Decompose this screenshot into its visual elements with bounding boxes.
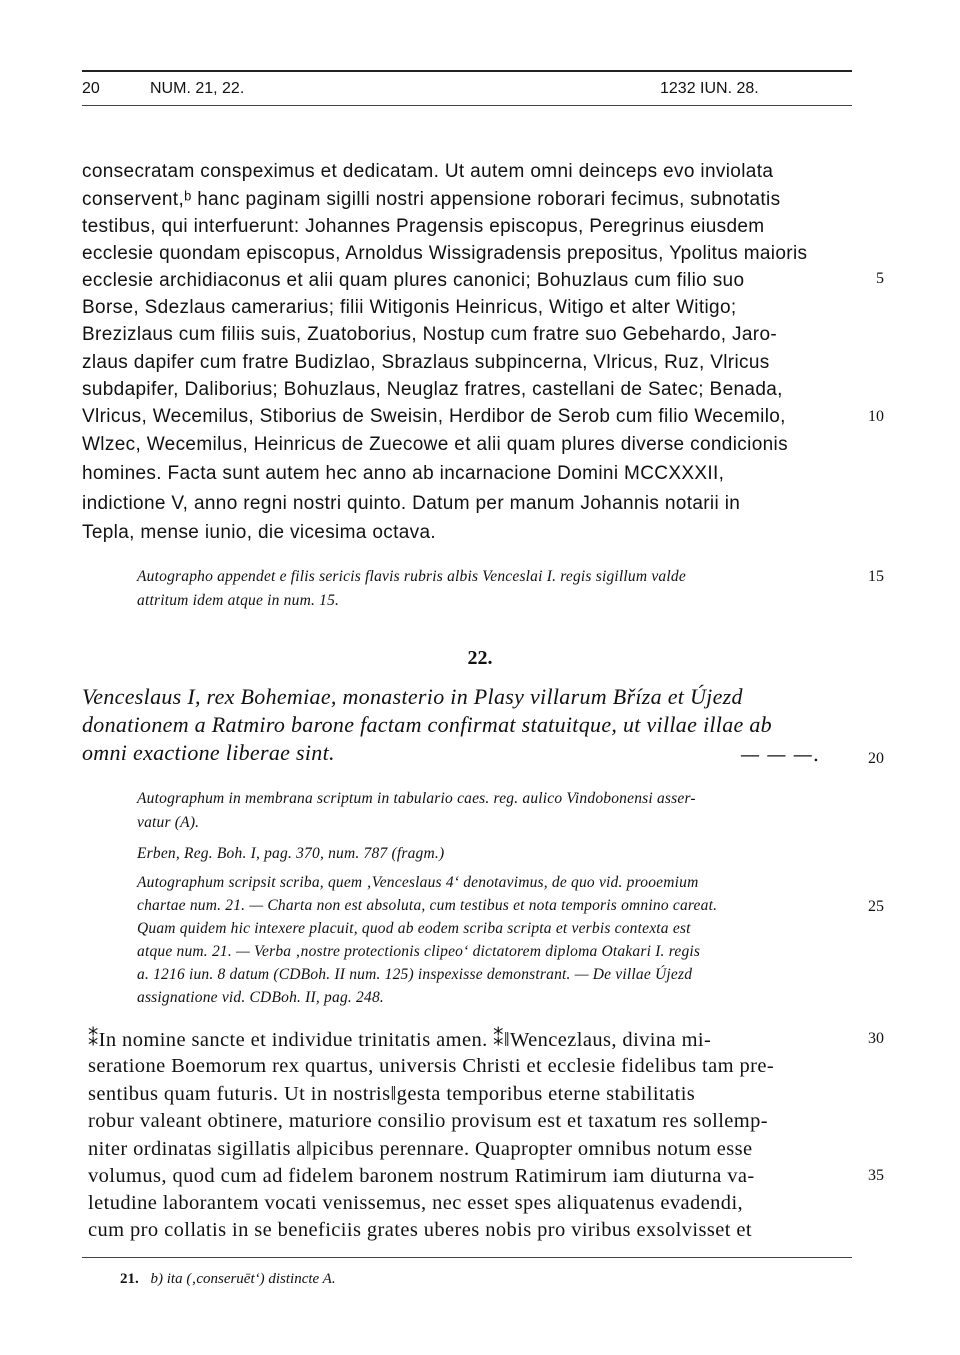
doc21-note-line: Autographo appendet e filis sericis flavis rubris albis Venceslai I. regis sigillum valde (137, 568, 686, 585)
doc22-regest-line: omni exactione liberae sint. (82, 740, 335, 765)
doc21-line: Tepla, mense iunio, die vicesima octava. (82, 522, 437, 543)
page-number: 20 (82, 80, 100, 97)
running-head-section: NUM. 21, 22. (150, 80, 245, 97)
header-top-rule (82, 70, 852, 72)
doc21-line: testibus, qui interfuerunt: Johannes Pragensis episcopus, Peregrinus eiusdem (82, 216, 765, 237)
doc22-regest-line: Venceslaus I, rex Bohemiae, monasterio in Plasy villarum Bříza et Újezd (82, 684, 743, 709)
margin-line-number: 5 (876, 270, 884, 287)
doc22-apparatus-line: Autographum in membrana scriptum in tabulario caes. reg. aulico Vindobonensi asser- (137, 790, 696, 807)
doc21-line: subdapifer, Daliborius; Bohuzlaus, Neuglaz fratres, castellani de Satec; Benada, (82, 379, 783, 400)
doc22-number: 22. (467, 647, 493, 669)
footnote (120, 1271, 336, 1288)
margin-line-number: 25 (868, 898, 884, 915)
doc22-apparatus-line: atque num. 21. — Verba ‚nostre protectionis clipeo‘ dictatorem diploma Otakari I. regis (137, 943, 701, 960)
footnote-text: b) ita (‚conseruēt‘) distincte A. (150, 1271, 336, 1287)
running-head-date: 1232 IUN. 28. (660, 80, 759, 97)
margin-line-number: 15 (868, 568, 884, 585)
doc21-line: indictione V, anno regni nostri quinto. Datum per manum Johannis notarii in (82, 493, 741, 514)
doc22-apparatus-line: a. 1216 iun. 8 datum (CDBoh. II num. 125) inspexisse demonstrant. — De villae Újezd (137, 966, 693, 983)
margin-line-number: 10 (868, 408, 884, 425)
doc22-apparatus-line: Erben, Reg. Boh. I, pag. 370, num. 787 (fragm.) (137, 845, 445, 862)
doc22-apparatus-line: assignatione vid. CDBoh. II, pag. 248. (137, 989, 384, 1006)
doc21-line: Wlzec, Wecemilus, Heinricus de Zuecowe et alii quam plures diverse condicionis (82, 434, 788, 455)
header-bottom-rule (82, 105, 852, 106)
doc22-line: ⁑In nomine sancte et individue trinitatis amen. ⁑‖Wencezlaus, divina mi- (88, 1029, 712, 1051)
doc21-line: ecclesie archidiaconus et alii quam plures canonici; Bohuzlaus cum filio suo (82, 270, 745, 291)
footnote-rule (82, 1257, 852, 1258)
doc22-apparatus-line: vatur (A). (137, 814, 200, 831)
doc21-line: consecratam conspeximus et dedicatam. Ut autem omni deinceps evo inviolata (82, 161, 774, 182)
doc21-line: Brezizlaus cum filiis suis, Zuatoborius, Nostup cum fratre suo Gebehardo, Jaro- (82, 324, 778, 345)
doc21-line: zlaus dapifer cum fratre Budizlao, Sbrazlaus subpincerna, Vlricus, Ruz, Vlricus (82, 352, 770, 373)
doc21-line: Borse, Sdezlaus camerarius; filii Witigonis Heinricus, Witigo et alter Witigo; (82, 297, 737, 318)
doc21-line: ecclesie quondam episcopus, Arnoldus Wissigradensis prepositus, Ypolitus maioris (82, 243, 808, 264)
doc22-regest-dashes: — — —. (740, 742, 820, 766)
doc22-apparatus-line: Quam quidem hic intexere placuit, quod ab eodem scriba scripta et verbis contexta est (137, 920, 691, 937)
doc22-line: sentibus quam futuris. Ut in nostris‖gesta temporibus eterne stabilitatis (88, 1083, 696, 1105)
doc22-line: letudine laborantem vocati venissemus, nec esset spes aliquatenus evadendi, (88, 1192, 744, 1214)
margin-line-number: 30 (868, 1030, 884, 1047)
doc22-apparatus-line: chartae num. 21. — Charta non est absoluta, cum testibus et nota temporis omnino careat. (137, 897, 718, 914)
doc22-line: niter ordinatas sigillatis a‖picibus perennare. Quapropter omnibus notum esse (88, 1138, 753, 1160)
doc22-line: robur valeant obtinere, maturiore consilio provisum est et taxatum res sollemp- (88, 1110, 769, 1132)
doc22-line: seratione Boemorum rex quartus, universis Christi et ecclesie fidelibus tam pre- (88, 1055, 775, 1077)
doc21-note-line: attritum idem atque in num. 15. (137, 592, 340, 609)
doc21-line: homines. Facta sunt autem hec anno ab incarnacione Domini MCCXXXII, (82, 463, 725, 484)
doc22-apparatus-line: Autographum scripsit scriba, quem ‚Venceslaus 4‘ denotavimus, de quo vid. prooemium (137, 874, 699, 891)
doc22-line: cum pro collatis in se beneficiis grates uberes nobis pro viribus exsolvisset et (88, 1219, 752, 1241)
margin-line-number: 20 (868, 750, 884, 767)
doc21-line: conservent,ᵇ hanc paginam sigilli nostri appensione roborari fecimus, subnotatis (82, 189, 781, 210)
doc22-regest-line: donationem a Ratmiro barone factam confirmat statuitque, ut villae illae ab (82, 712, 772, 737)
doc22-line: volumus, quod cum ad fidelem baronem nostrum Ratimirum iam diuturna va- (88, 1165, 755, 1187)
footnote-ref: 21. (120, 1271, 139, 1287)
margin-line-number: 35 (868, 1167, 884, 1184)
doc21-line: Vlricus, Wecemilus, Stiborius de Sweisin, Herdibor de Serob cum filio Wecemilo, (82, 406, 786, 427)
